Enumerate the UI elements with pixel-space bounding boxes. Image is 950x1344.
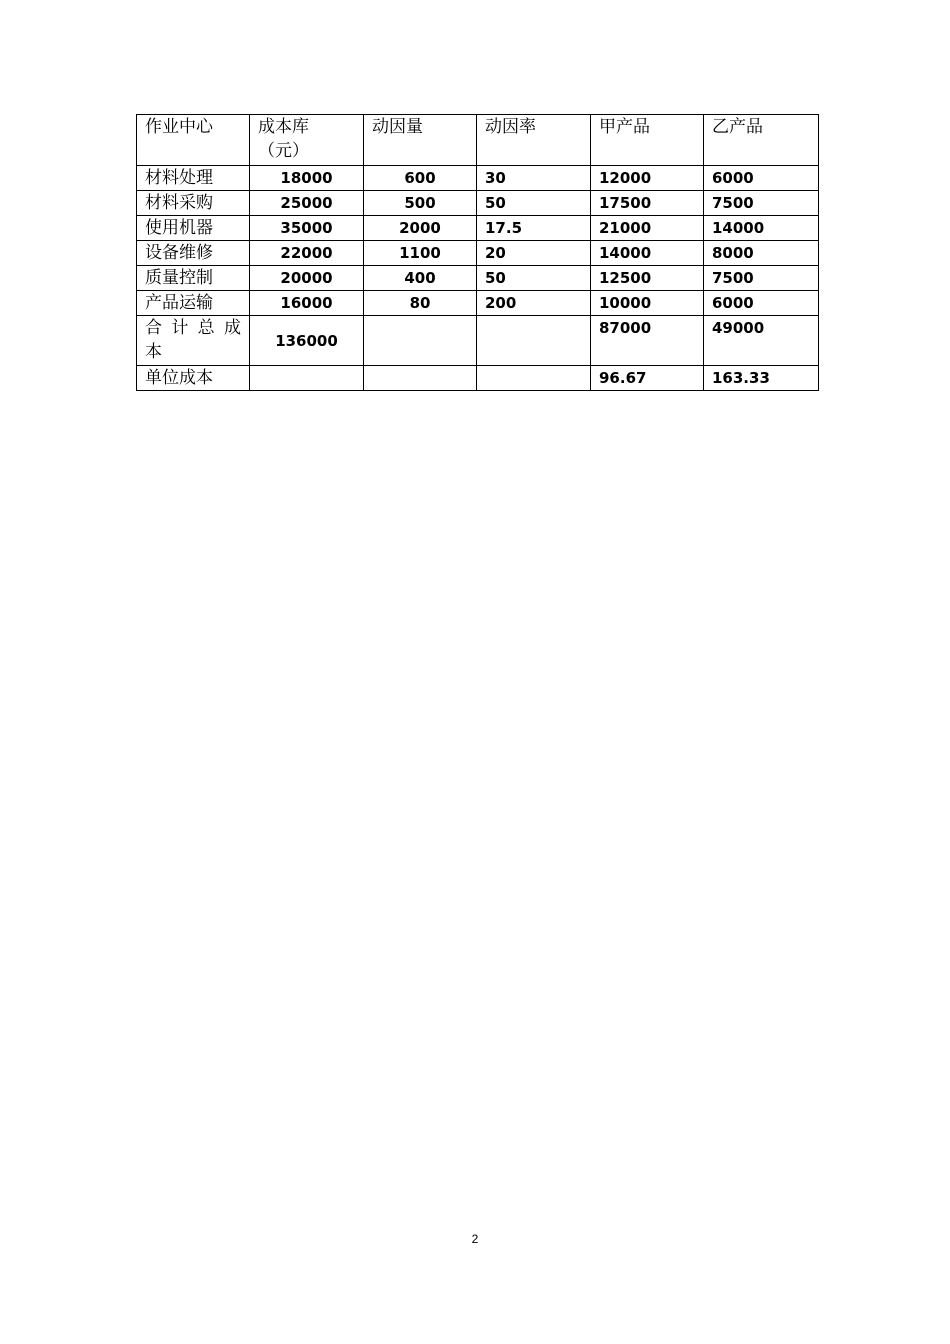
header-cost-pool-line1: 成本库 [258, 117, 309, 137]
row-driver-rate: 50 [477, 266, 591, 291]
row-product-a: 12000 [591, 166, 704, 191]
row-driver-rate: 20 [477, 241, 591, 266]
table-row [137, 166, 819, 191]
total-label-char: 成 [223, 318, 241, 338]
unit-cost-row [137, 366, 819, 391]
total-label-line2: 本 [145, 342, 162, 362]
table-row [137, 241, 819, 266]
total-driver-rate-empty [477, 316, 591, 366]
header-product-a: 甲产品 [591, 115, 704, 166]
row-cost: 20000 [250, 266, 364, 291]
total-label-char: 总 [197, 318, 215, 338]
row-cost: 35000 [250, 216, 364, 241]
row-center: 产品运输 [137, 291, 250, 316]
unit-cost-product-b: 163.33 [704, 366, 819, 391]
row-center: 材料采购 [137, 191, 250, 216]
unit-cost-product-a: 96.67 [591, 366, 704, 391]
row-driver-qty: 500 [364, 191, 477, 216]
row-product-b: 6000 [704, 291, 819, 316]
row-center: 材料处理 [137, 166, 250, 191]
row-cost: 18000 [250, 166, 364, 191]
table-row [137, 291, 819, 316]
header-product-b: 乙产品 [704, 115, 819, 166]
total-label-line1 [145, 316, 249, 340]
total-cost: 136000 [250, 316, 364, 366]
unit-cost-empty [250, 366, 364, 391]
header-cost-pool-line2: （元） [258, 141, 309, 161]
row-cost: 22000 [250, 241, 364, 266]
table-row [137, 191, 819, 216]
row-product-b: 7500 [704, 191, 819, 216]
total-product-b: 49000 [704, 316, 819, 366]
row-driver-qty: 400 [364, 266, 477, 291]
row-driver-rate: 200 [477, 291, 591, 316]
header-cost-pool [250, 115, 364, 166]
row-product-a: 21000 [591, 216, 704, 241]
total-label-char: 计 [171, 318, 189, 338]
table-header-row [137, 115, 819, 166]
row-product-a: 12500 [591, 266, 704, 291]
row-center: 质量控制 [137, 266, 250, 291]
table-row [137, 266, 819, 291]
header-center: 作业中心 [137, 115, 250, 166]
unit-driver-rate-empty [477, 366, 591, 391]
row-product-b: 8000 [704, 241, 819, 266]
unit-cost-label: 单位成本 [137, 366, 250, 391]
row-driver-rate: 30 [477, 166, 591, 191]
unit-driver-qty-empty [364, 366, 477, 391]
row-product-b: 14000 [704, 216, 819, 241]
total-driver-qty-empty [364, 316, 477, 366]
total-product-a: 87000 [591, 316, 704, 366]
row-driver-qty: 600 [364, 166, 477, 191]
row-cost: 25000 [250, 191, 364, 216]
row-product-a: 10000 [591, 291, 704, 316]
row-cost: 16000 [250, 291, 364, 316]
total-label [137, 316, 250, 366]
header-driver-qty: 动因量 [364, 115, 477, 166]
row-driver-qty: 1100 [364, 241, 477, 266]
total-label-char: 合 [145, 318, 162, 338]
cost-allocation-table [136, 114, 819, 391]
total-cost-row [137, 316, 819, 366]
page-number: 2 [471, 1232, 479, 1246]
row-product-b: 6000 [704, 166, 819, 191]
row-center: 设备维修 [137, 241, 250, 266]
row-driver-qty: 2000 [364, 216, 477, 241]
header-driver-rate: 动因率 [477, 115, 591, 166]
row-driver-rate: 50 [477, 191, 591, 216]
row-center: 使用机器 [137, 216, 250, 241]
row-product-a: 14000 [591, 241, 704, 266]
row-driver-qty: 80 [364, 291, 477, 316]
table-row [137, 216, 819, 241]
row-product-b: 7500 [704, 266, 819, 291]
row-product-a: 17500 [591, 191, 704, 216]
row-driver-rate: 17.5 [477, 216, 591, 241]
